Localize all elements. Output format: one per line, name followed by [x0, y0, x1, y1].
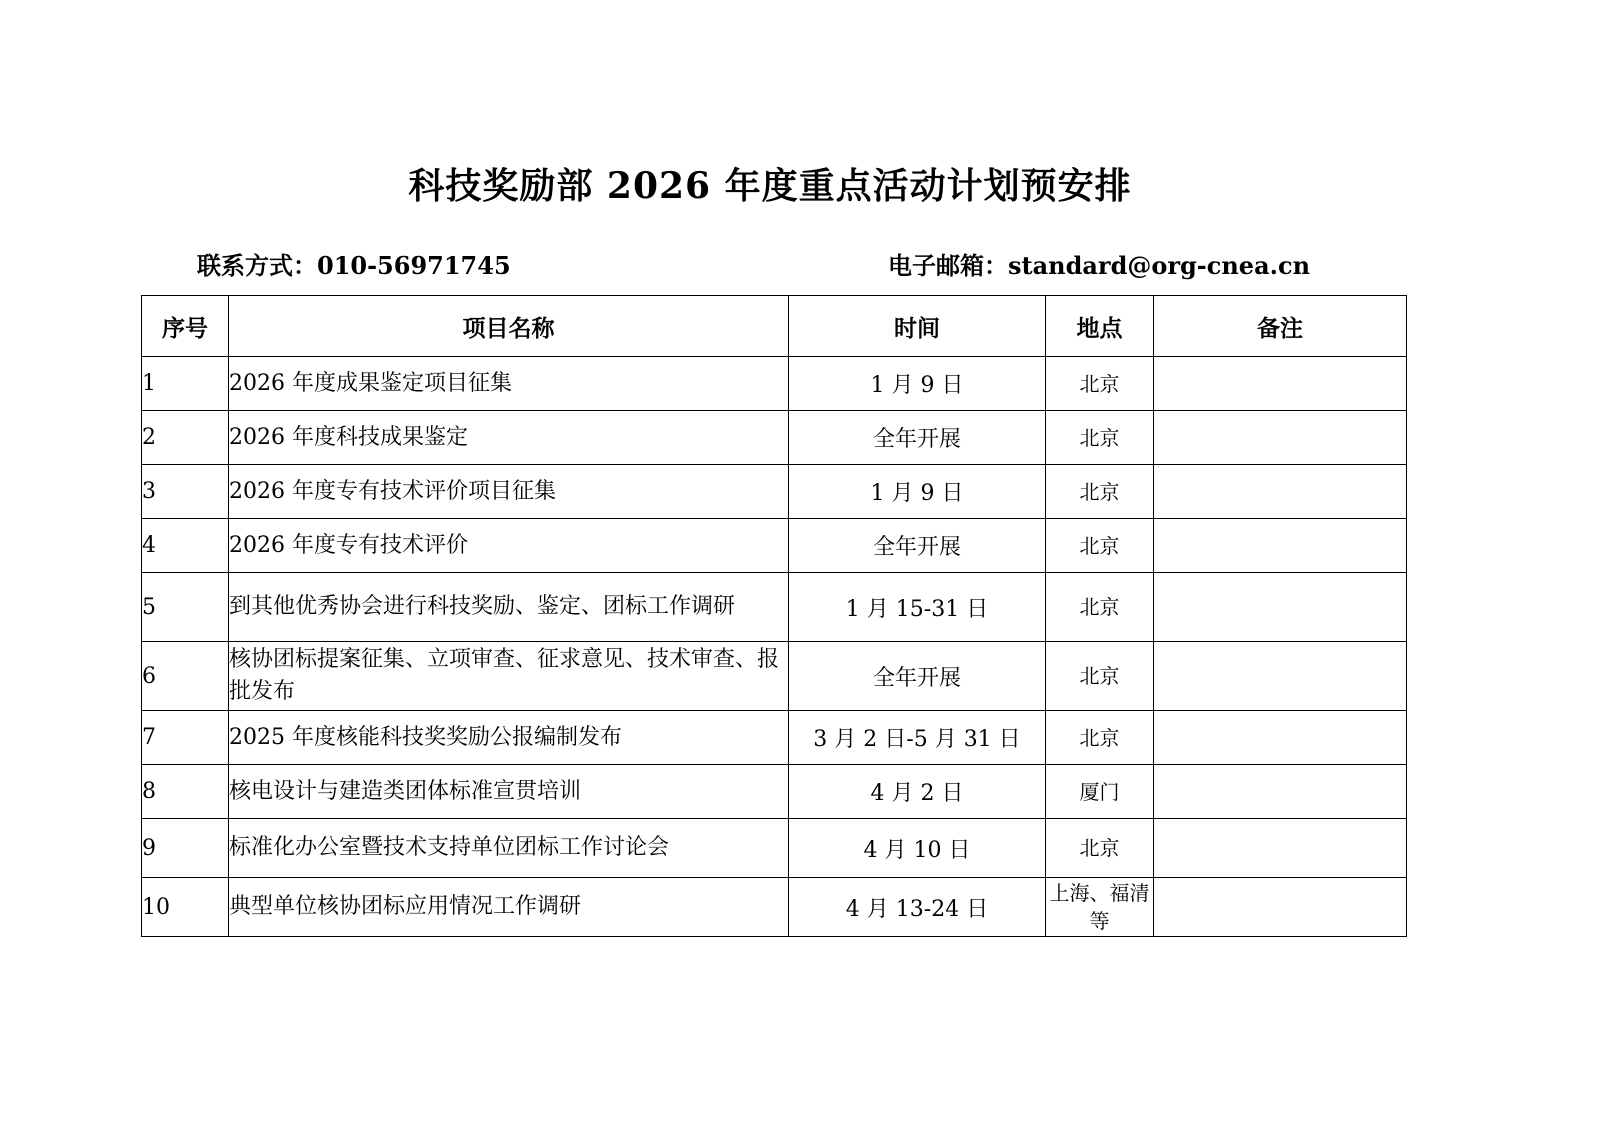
row-serial: 3	[142, 465, 229, 519]
row-serial: 9	[142, 819, 229, 878]
table-row	[142, 465, 1407, 519]
row-location: 北京	[1046, 711, 1154, 765]
table-row	[142, 357, 1407, 411]
row-time: 全年开展	[789, 519, 1046, 573]
table-row	[142, 878, 1407, 937]
row-project-name: 2026 年度专有技术评价项目征集	[229, 465, 789, 519]
row-project-name: 2026 年度成果鉴定项目征集	[229, 357, 789, 411]
table-header-row	[142, 296, 1407, 357]
row-time: 4 月 10 日	[789, 819, 1046, 878]
row-time: 1 月 9 日	[789, 465, 1046, 519]
row-notes	[1154, 465, 1407, 519]
row-notes	[1154, 765, 1407, 819]
row-notes	[1154, 573, 1407, 642]
row-project-name: 典型单位核协团标应用情况工作调研	[229, 878, 789, 937]
table-row	[142, 573, 1407, 642]
row-time: 全年开展	[789, 642, 1046, 711]
row-time: 3 月 2 日-5 月 31 日	[789, 711, 1046, 765]
row-notes	[1154, 642, 1407, 711]
row-time: 1 月 15-31 日	[789, 573, 1046, 642]
row-time: 4 月 2 日	[789, 765, 1046, 819]
row-location: 北京	[1046, 642, 1154, 711]
header-time: 时间	[789, 296, 1046, 357]
row-serial: 2	[142, 411, 229, 465]
table-row	[142, 711, 1407, 765]
table-row	[142, 642, 1407, 711]
row-time: 全年开展	[789, 411, 1046, 465]
row-location: 北京	[1046, 465, 1154, 519]
table-row	[142, 519, 1407, 573]
row-project-name: 2026 年度专有技术评价	[229, 519, 789, 573]
row-time: 1 月 9 日	[789, 357, 1046, 411]
row-time: 4 月 13-24 日	[789, 878, 1046, 937]
row-location: 上海、福清等	[1046, 878, 1154, 937]
row-serial: 6	[142, 642, 229, 711]
table-row	[142, 819, 1407, 878]
row-project-name: 2026 年度科技成果鉴定	[229, 411, 789, 465]
row-serial: 7	[142, 711, 229, 765]
header-serial: 序号	[142, 296, 229, 357]
row-serial: 10	[142, 878, 229, 937]
row-location: 北京	[1046, 573, 1154, 642]
contact-phone: 联系方式：010-56971745	[197, 251, 511, 280]
row-project-name: 标准化办公室暨技术支持单位团标工作讨论会	[229, 819, 789, 878]
row-location: 厦门	[1046, 765, 1154, 819]
table-row	[142, 765, 1407, 819]
row-notes	[1154, 878, 1407, 937]
row-serial: 1	[142, 357, 229, 411]
row-serial: 8	[142, 765, 229, 819]
row-location: 北京	[1046, 357, 1154, 411]
header-project-name: 项目名称	[229, 296, 789, 357]
row-notes	[1154, 411, 1407, 465]
row-location: 北京	[1046, 411, 1154, 465]
document-title: 科技奖励部 2026 年度重点活动计划预安排	[408, 165, 1132, 207]
row-project-name: 2025 年度核能科技奖奖励公报编制发布	[229, 711, 789, 765]
row-location: 北京	[1046, 819, 1154, 878]
activity-plan-table	[141, 295, 1407, 937]
row-notes	[1154, 711, 1407, 765]
row-notes	[1154, 357, 1407, 411]
row-project-name: 核电设计与建造类团体标准宣贯培训	[229, 765, 789, 819]
row-notes	[1154, 519, 1407, 573]
row-serial: 4	[142, 519, 229, 573]
row-location: 北京	[1046, 519, 1154, 573]
contact-email: 电子邮箱：standard@org-cnea.cn	[888, 251, 1311, 280]
row-serial: 5	[142, 573, 229, 642]
row-project-name: 到其他优秀协会进行科技奖励、鉴定、团标工作调研	[229, 573, 789, 642]
table-row	[142, 411, 1407, 465]
header-location: 地点	[1046, 296, 1154, 357]
row-notes	[1154, 819, 1407, 878]
row-project-name: 核协团标提案征集、立项审查、征求意见、技术审查、报批发布	[229, 642, 789, 711]
header-notes: 备注	[1154, 296, 1407, 357]
